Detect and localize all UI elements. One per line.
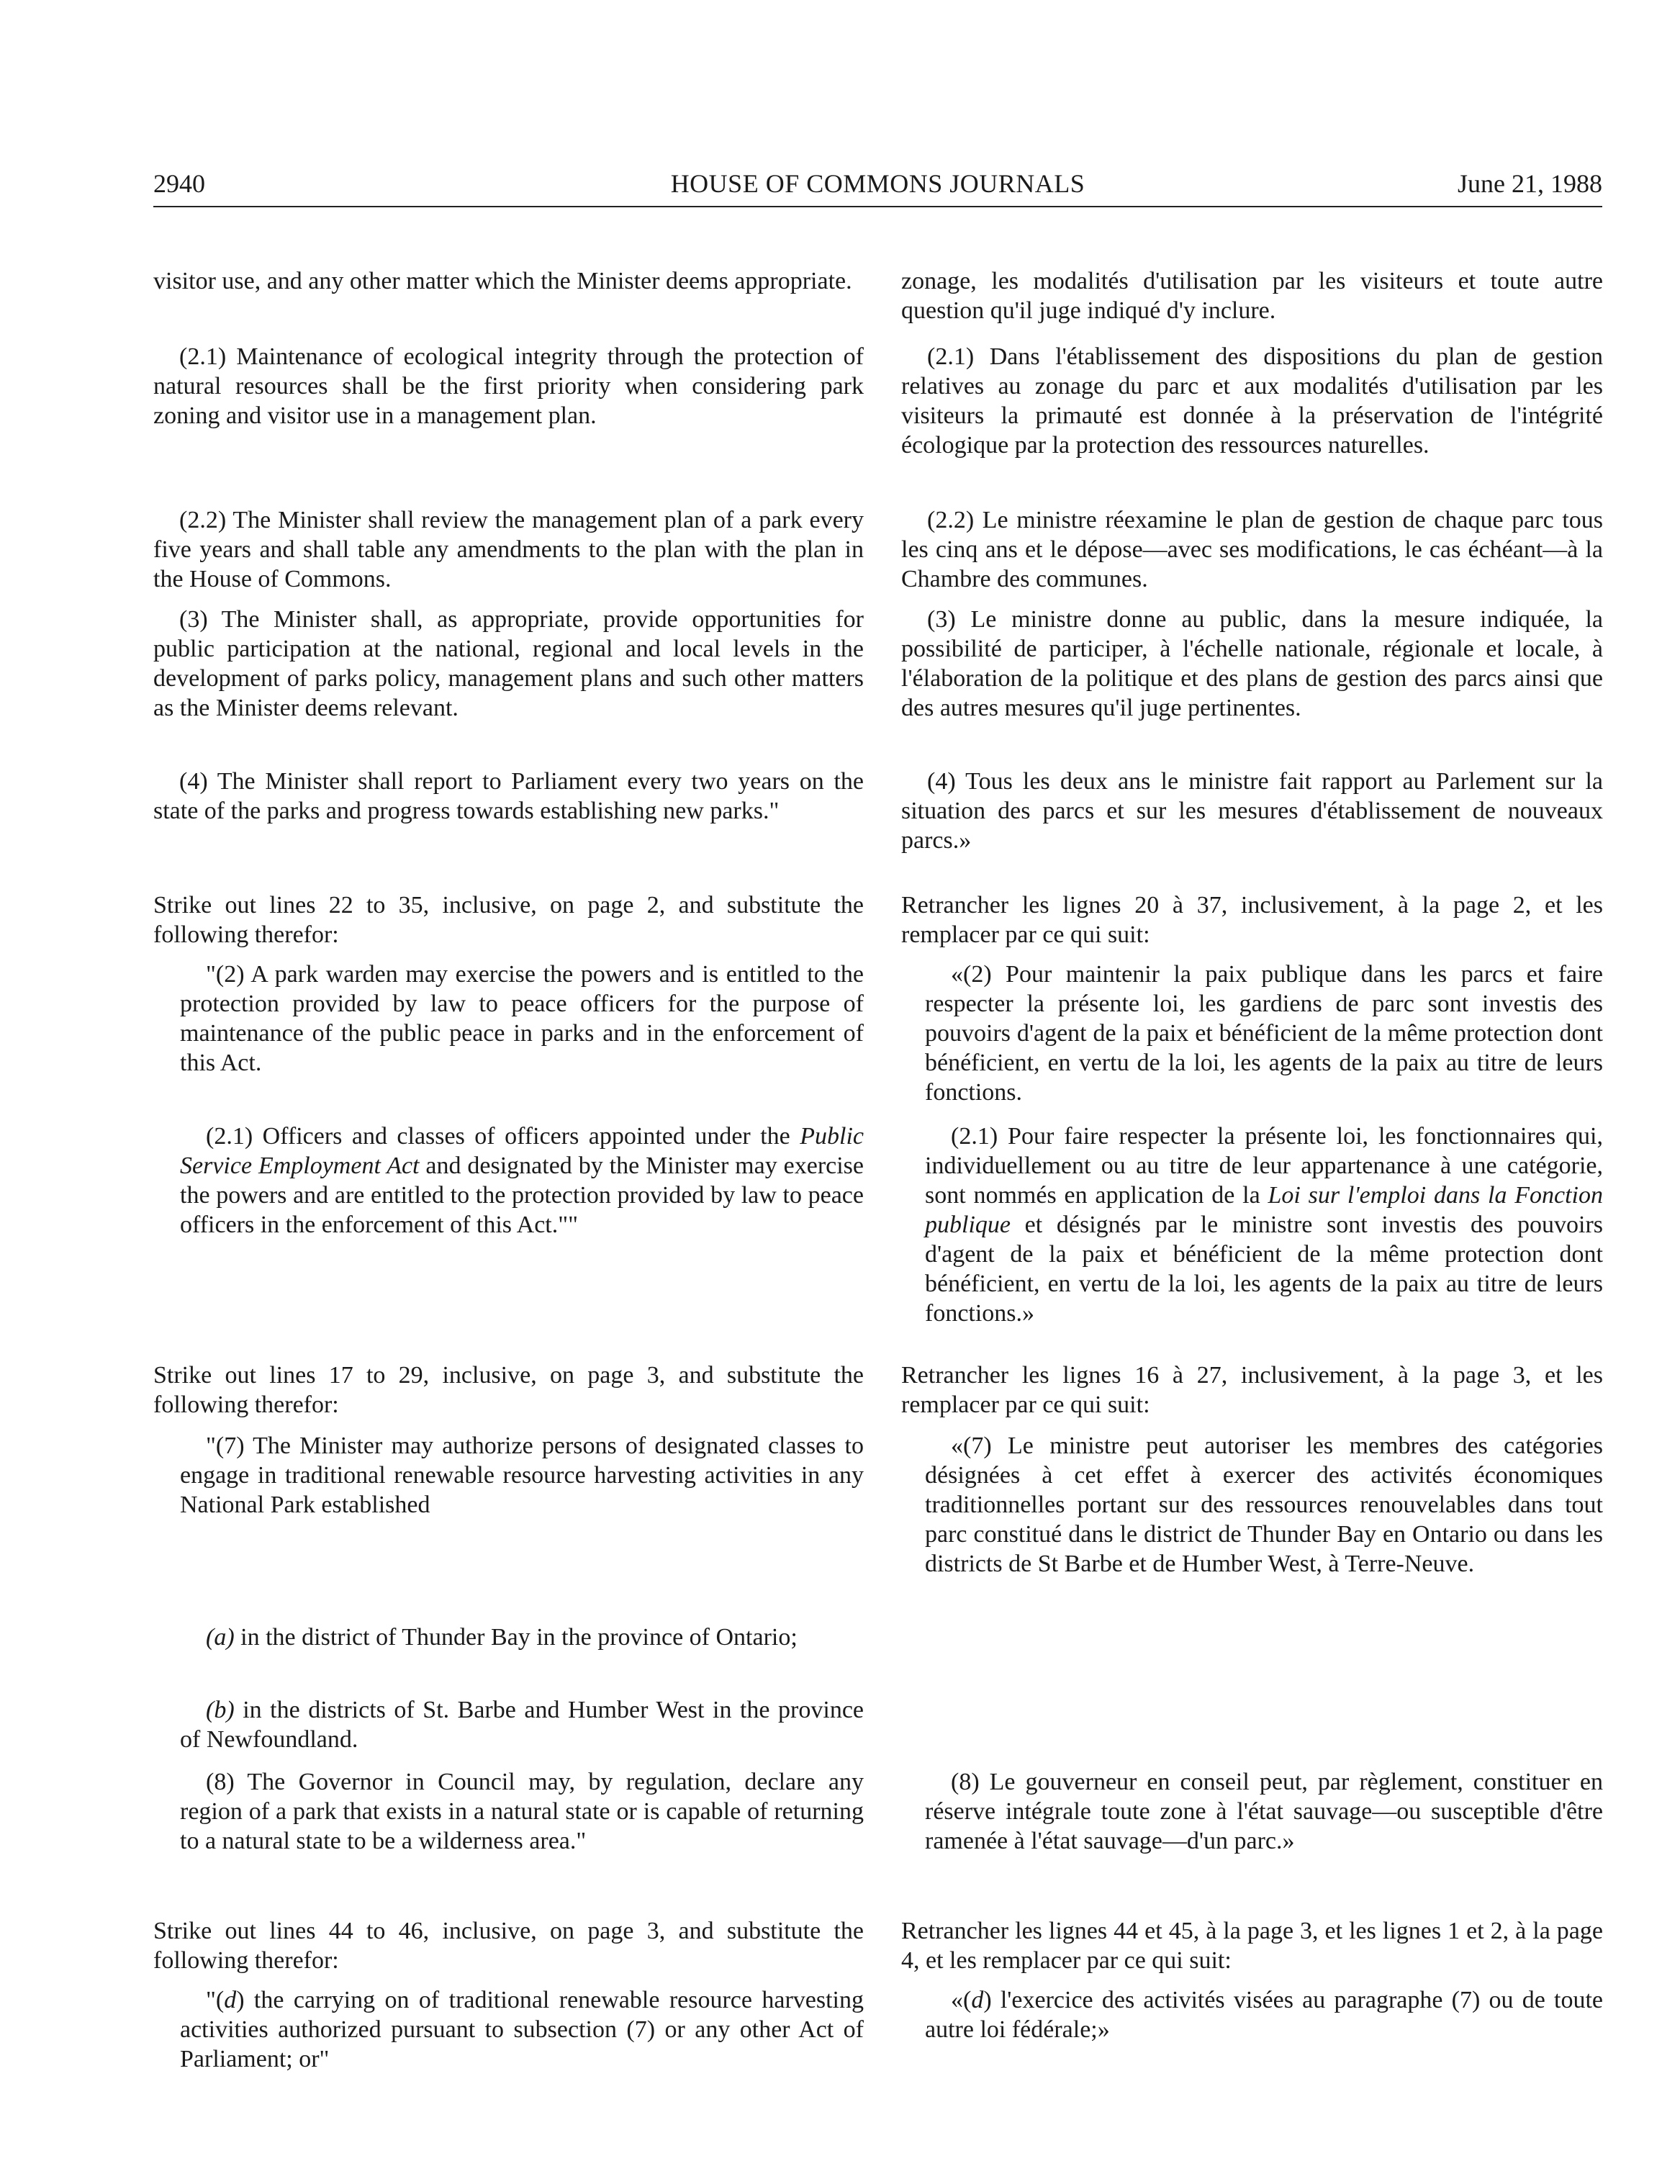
fr-paragraph-3: (3) Le ministre donne au public, dans la mesure indiquée, la possibilité de participer, à l'échelle nationale, régionale et locale, à l'élaboration de la politique et des plans de gestion des parcs ainsi que des autres mesures qu'il juge pertinentes. bbox=[901, 606, 1603, 721]
en-clause-b: (b) in the districts of St. Barbe and Humber West in the province of Newfoundland. bbox=[180, 1697, 864, 1753]
fr-instruction-2: Retrancher les lignes 16 à 27, inclusivement, à la page 3, et les remplacer par ce qui suit: bbox=[901, 1362, 1603, 1418]
en-instruction-3: Strike out lines 44 to 46, inclusive, on page 3, and substitute the following therefor: bbox=[153, 1918, 864, 1974]
en-amendment-d: "(d) the carrying on of traditional renewable resource harvesting activities authorized pursuant to subsection (7) or any other Act of Parliament; or" bbox=[180, 1987, 864, 2072]
en-instruction-1: Strike out lines 22 to 35, inclusive, on page 2, and substitute the following therefor: bbox=[153, 892, 864, 948]
act-title-en: Public Service Employment Act bbox=[180, 1123, 864, 1179]
fr-amendment-d: «(d) l'exercice des activités visées au paragraphe (7) ou de toute autre loi fédérale;» bbox=[925, 1987, 1603, 2043]
act-title-fr: Loi sur l'emploi dans la Fonction publique bbox=[925, 1182, 1603, 1238]
en-amendment-8: (8) The Governor in Council may, by regulation, declare any region of a park that exists in a natural state or is capable of returning to a natural state to be a wilderness area." bbox=[180, 1769, 864, 1854]
page-header bbox=[153, 164, 1602, 207]
en-paragraph-4: (4) The Minister shall report to Parliament every two years on the state of the parks and progress towards establishing new parks." bbox=[153, 768, 864, 824]
fr-amendment-2: «(2) Pour maintenir la paix publique dans les parcs et faire respecter la présente loi, les gardiens de parc sont investis des pouvoirs d'agent de la paix et bénéficient de la même protection dont bénéficient, en vertu de la loi, les agents de la paix au titre de leurs fonctions. bbox=[925, 961, 1603, 1106]
fr-paragraph-2-1: (2.1) Dans l'établissement des dispositions du plan de gestion relatives au zonage du parc et aux modalités d'utilisation par les visiteurs la primauté est donnée à la préservation de l'intégrité écologique par la protection des ressources naturelles. bbox=[901, 343, 1603, 459]
en-amendment-7: "(7) The Minister may authorize persons of designated classes to engage in traditional renewable resource harvesting activities in any National Park established bbox=[180, 1432, 864, 1518]
fr-paragraph-zonage: zonage, les modalités d'utilisation par les visiteurs et toute autre question qu'il juge indiqué d'y inclure. bbox=[901, 268, 1603, 324]
journal-title: HOUSE OF COMMONS JOURNALS bbox=[670, 169, 1085, 198]
en-amendment-2: "(2) A park warden may exercise the powers and is entitled to the protection provided by law to peace officers for the purpose of maintenance of the public peace in parks and in the enforcement of this Act. bbox=[180, 961, 864, 1076]
en-paragraph-2-2: (2.2) The Minister shall review the management plan of a park every five years and shall table any amendments to the plan with the plan in the House of Commons. bbox=[153, 507, 864, 592]
en-paragraph-visitor-use: visitor use, and any other matter which the Minister deems appropriate. bbox=[153, 268, 852, 294]
en-paragraph-3: (3) The Minister shall, as appropriate, provide opportunities for public participation at the national, regional and local levels in the development of parks policy, management plans and such other matters as the Minister deems relevant. bbox=[153, 606, 864, 721]
fr-instruction-3: Retrancher les lignes 44 et 45, à la page 3, et les lignes 1 et 2, à la page 4, et les remplacer par ce qui suit: bbox=[901, 1918, 1603, 1974]
en-clause-a: (a) in the district of Thunder Bay in the province of Ontario; bbox=[206, 1624, 798, 1651]
fr-amendment-2-1: (2.1) Pour faire respecter la présente loi, les fonctionnaires qui, individuellement ou au titre de leur appartenance à une catégorie, sont nommés en application de la Loi sur l'emploi dans la Fonction publique et désignés par le ministre sont investis des pouvoirs d'agent de la paix et bénéficient de la même protection dont bénéficient, en vertu de la loi, les agents de la paix au titre de leurs fonctions.» bbox=[925, 1123, 1603, 1327]
journal-date: June 21, 1988 bbox=[1458, 169, 1602, 198]
en-paragraph-2-1: (2.1) Maintenance of ecological integrity through the protection of natural resources shall be the first priority when considering park zoning and visitor use in a management plan. bbox=[153, 343, 864, 429]
en-instruction-2: Strike out lines 17 to 29, inclusive, on page 3, and substitute the following therefor: bbox=[153, 1362, 864, 1418]
fr-instruction-1: Retrancher les lignes 20 à 37, inclusivement, à la page 2, et les remplacer par ce qui suit: bbox=[901, 892, 1603, 948]
fr-amendment-8: (8) Le gouverneur en conseil peut, par règlement, constituer en réserve intégrale toute zone à l'état sauvage—ou susceptible d'être ramenée à l'état sauvage—d'un parc.» bbox=[925, 1769, 1603, 1854]
page-number: 2940 bbox=[153, 169, 205, 198]
fr-paragraph-4: (4) Tous les deux ans le ministre fait rapport au Parlement sur la situation des parcs et sur les mesures d'établissement de nouveaux parcs.» bbox=[901, 768, 1603, 854]
fr-amendment-7: «(7) Le ministre peut autoriser les membres des catégories désignées à cet effet à exercer des activités économiques traditionnelles portant sur des ressources renouvelables dans tout parc constitué dans le district de Thunder Bay en Ontario ou dans les districts de St Barbe et de Humber West, à Terre-Neuve. bbox=[925, 1432, 1603, 1577]
en-amendment-2-1: (2.1) Officers and classes of officers appointed under the Public Service Employment Act and designated by the Minister may exercise the powers and are entitled to the protection provided by law to peace officers in the enforcement of this Act."" bbox=[180, 1123, 864, 1238]
fr-paragraph-2-2: (2.2) Le ministre réexamine le plan de gestion de chaque parc tous les cinq ans et le dépose—avec ses modifications, le cas échéant—à la Chambre des communes. bbox=[901, 507, 1603, 592]
